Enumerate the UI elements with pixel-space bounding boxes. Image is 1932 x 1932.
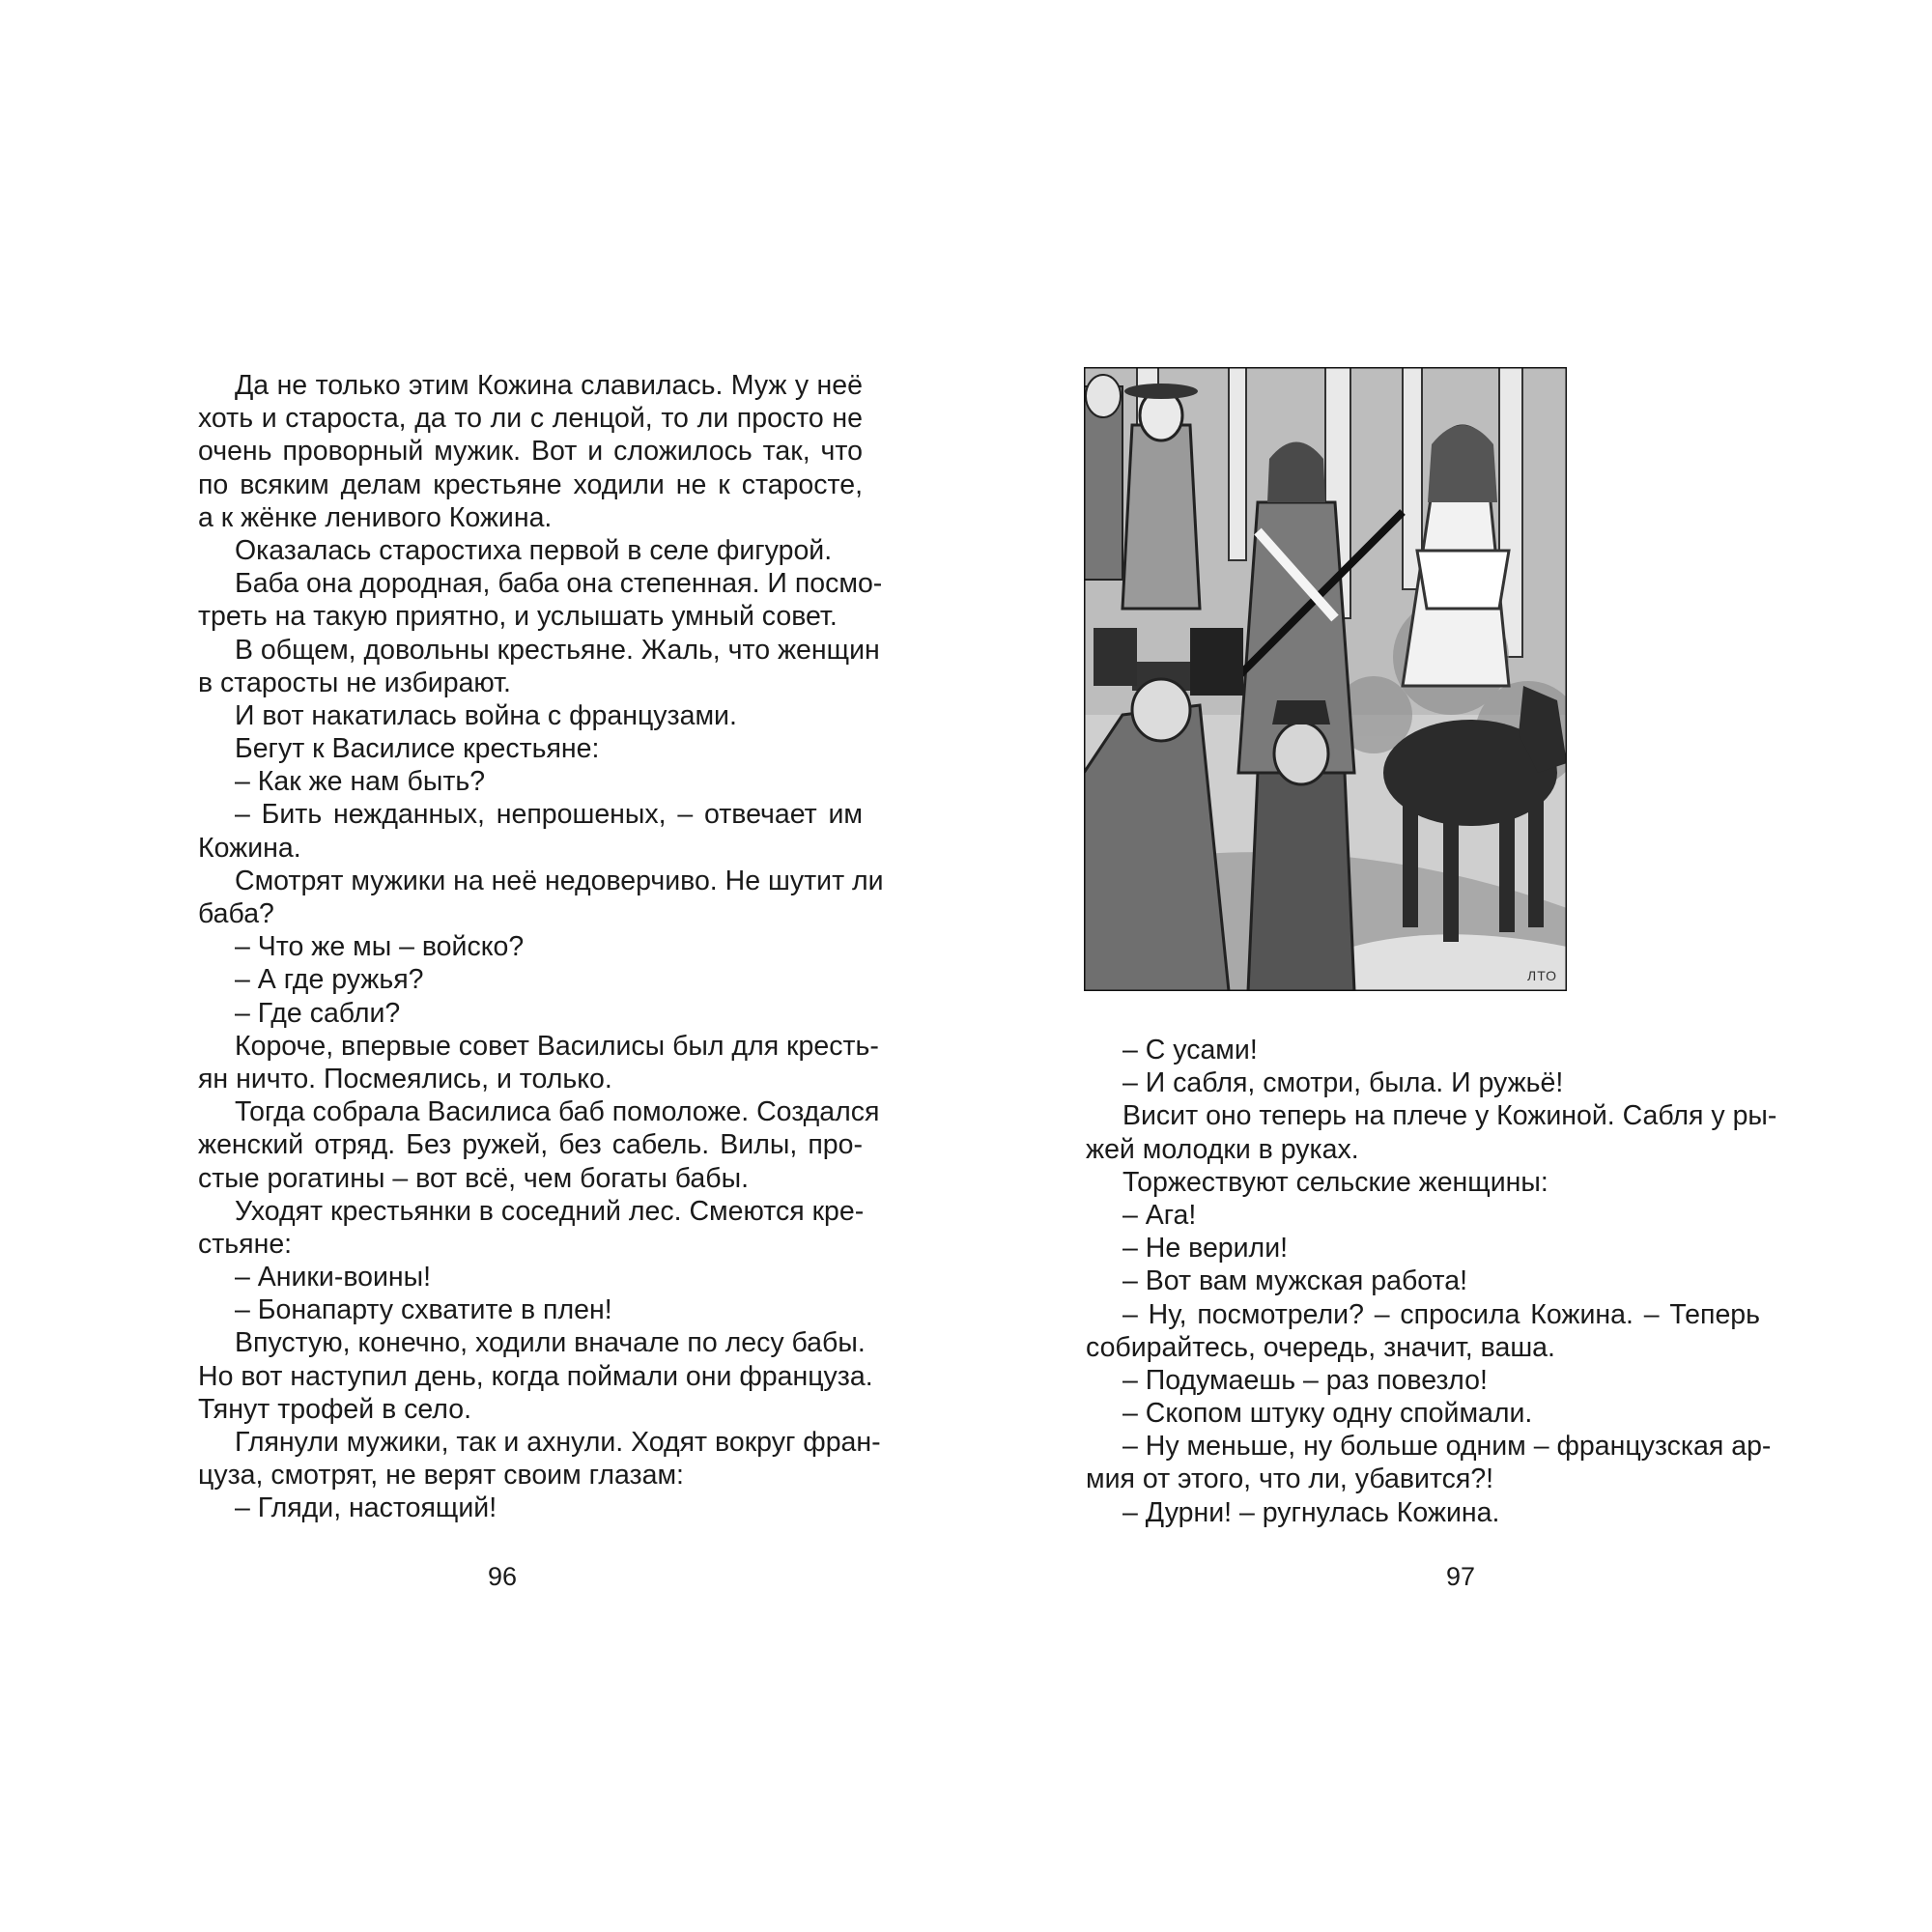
text-line: – А где ружья? xyxy=(235,964,424,996)
text-line: – Дурни! – ругнулась Кожина. xyxy=(1122,1496,1500,1528)
text-line: – Что же мы – войско? xyxy=(235,931,525,963)
text-line: И вот накатилась война с французами. xyxy=(235,699,737,731)
text-line: – Как же нам быть? xyxy=(235,766,486,798)
illustration xyxy=(1084,367,1567,991)
text-line: – Не верили! xyxy=(1122,1233,1289,1264)
text-line: стьяне: xyxy=(198,1228,293,1260)
text-line: Тогда собрала Василиса баб помоложе. Создался xyxy=(235,1096,880,1128)
text-line: в старосты не избирают. xyxy=(198,667,511,698)
text-line: – Подумаешь – раз повезло! xyxy=(1122,1364,1488,1396)
text-line: стые рогатины – вот всё, чем богаты бабы. xyxy=(198,1162,749,1194)
text-line: ян ничто. Посмеялись, и только. xyxy=(198,1063,612,1094)
text-line: Впустую, конечно, ходили вначале по лесу бабы. xyxy=(235,1327,866,1359)
text-line: Кожина. xyxy=(198,832,301,864)
text-line: Но вот наступил день, когда поймали они француза. xyxy=(198,1360,873,1392)
text-line: баба? xyxy=(198,898,274,929)
text-line: Баба она дородная, баба она степенная. И посмо- xyxy=(235,568,883,600)
text-line: – Ну меньше, ну больше одним – французская ар- xyxy=(1122,1431,1772,1463)
text-line: а к жёнке ленивого Кожина. xyxy=(198,501,553,533)
text-line: – И сабля, смотри, была. И ружьё! xyxy=(1122,1067,1564,1099)
text-line: В общем, довольны крестьяне. Жаль, что женщин xyxy=(235,634,880,666)
text-line: – Гляди, настоящий! xyxy=(235,1492,497,1524)
right-page-text xyxy=(1086,1034,1777,1529)
text-line: хоть и староста, да то ли с ленцой, то ли просто не xyxy=(198,403,863,435)
text-line: Смотрят мужики на неё недоверчиво. Не шутит ли xyxy=(235,865,884,896)
text-line: – С усами! xyxy=(1122,1035,1258,1065)
text-line: женский отряд. Без ружей, без сабель. Вилы, про- xyxy=(198,1129,863,1161)
illustration-drawing xyxy=(1084,367,1567,991)
page-number-right: 97 xyxy=(1445,1562,1476,1591)
text-line: Висит оно теперь на плече у Кожиной. Сабля у ры- xyxy=(1122,1100,1777,1132)
text-line: – Где сабли? xyxy=(235,997,401,1029)
text-line: Короче, впервые совет Василисы был для кресть- xyxy=(235,1030,879,1062)
text-line: Да не только этим Кожина славилась. Муж у неё xyxy=(235,370,863,401)
page-number-left: 96 xyxy=(487,1562,518,1591)
text-line: Бегут к Василисе крестьяне: xyxy=(235,733,600,765)
text-line: Тянут трофей в село. xyxy=(198,1393,472,1425)
text-line: – Вот вам мужская работа! xyxy=(1122,1265,1468,1297)
text-line: очень проворный мужик. Вот и сложилось так, что xyxy=(198,436,863,468)
text-line: – Аники-воины! xyxy=(235,1262,432,1293)
text-line: жей молодки в руках. xyxy=(1086,1133,1359,1165)
text-line: цуза, смотрят, не верят своим глазам: xyxy=(198,1460,684,1492)
text-line: – Бить нежданных, непрошеных, – отвечает им xyxy=(235,799,863,831)
text-line: – Скопом штуку одну споймали. xyxy=(1122,1398,1533,1430)
text-line: – Ага! xyxy=(1122,1199,1197,1231)
text-line: по всяким делам крестьяне ходили не к старосте, xyxy=(198,469,863,500)
text-line: Торжествуют сельские женщины: xyxy=(1122,1166,1548,1198)
text-line: мия от этого, что ли, убавится?! xyxy=(1086,1463,1494,1495)
text-line: треть на такую приятно, и услышать умный совет. xyxy=(198,601,838,633)
left-page-text xyxy=(198,369,884,1525)
text-line: Уходят крестьянки в соседний лес. Смеются кре- xyxy=(235,1195,865,1227)
text-line: Глянули мужики, так и ахнули. Ходят вокруг фран- xyxy=(235,1427,881,1458)
text-line: Оказалась старостиха первой в селе фигурой. xyxy=(235,534,833,566)
text-line: – Бонапарту схватите в плен! xyxy=(235,1294,612,1326)
text-line: собирайтесь, очередь, значит, ваша. xyxy=(1086,1331,1555,1363)
text-line: – Ну, посмотрели? – спросила Кожина. – Теперь xyxy=(1122,1298,1760,1330)
illustration-signature: ЛТО xyxy=(1527,968,1557,983)
